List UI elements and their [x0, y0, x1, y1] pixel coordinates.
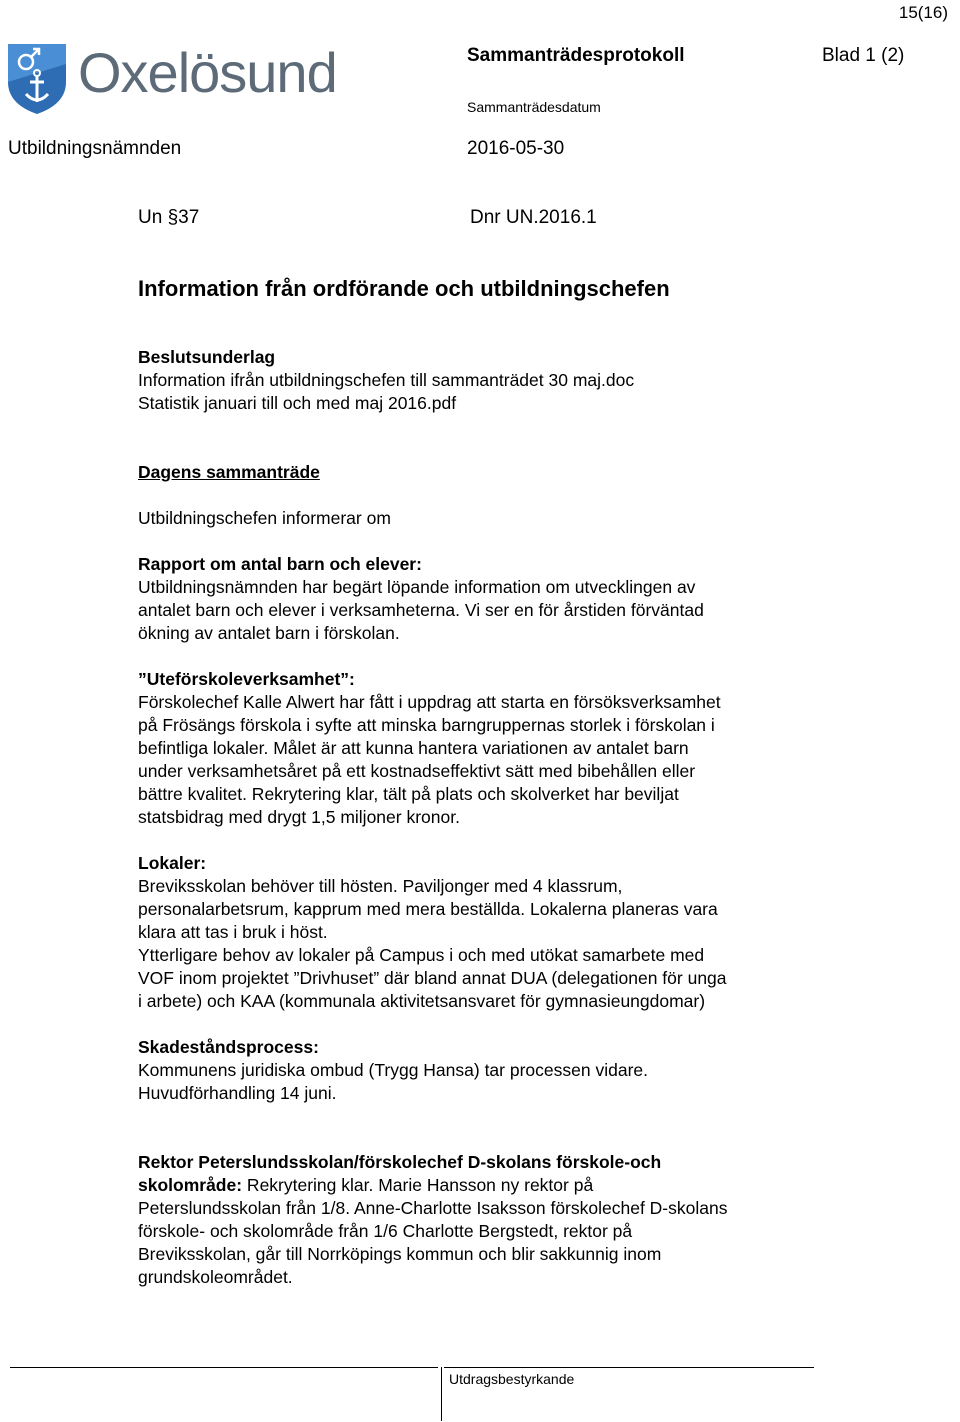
principal-line: Peterslundsskolan från 1/8. Anne-Charlotte Isaksson förskolechef D-skolans	[138, 1198, 728, 1218]
basis-line: Information ifrån utbildningschefen till sammanträdet 30 maj.doc	[138, 370, 635, 390]
outdoor-heading: ”Uteförskoleverksamhet”:	[138, 669, 355, 689]
footer-divider	[444, 1367, 814, 1368]
principal-heading: Rektor Peterslundsskolan/förskolechef D-skolans förskole-och	[138, 1152, 662, 1172]
damages-line: Huvudförhandling 14 juni.	[138, 1083, 337, 1103]
basis-line: Statistik januari till och med maj 2016.pdf	[138, 393, 457, 413]
case-number: Un §37	[138, 207, 200, 228]
report-heading: Rapport om antal barn och elever:	[138, 554, 422, 574]
main-content	[138, 346, 828, 1289]
committee-name: Utbildningsnämnden	[8, 138, 182, 159]
report-line: Utbildningsnämnden har begärt löpande information om utvecklingen av	[138, 577, 696, 597]
sheet-number: Blad 1 (2)	[822, 45, 905, 66]
footer-divider	[10, 1367, 438, 1368]
premises-heading: Lokaler:	[138, 853, 207, 873]
damages-line: Kommunens juridiska ombud (Trygg Hansa) tar processen vidare.	[138, 1060, 648, 1080]
registration-number: Dnr UN.2016.1	[470, 207, 597, 228]
report-line: antalet barn och elever i verksamheterna. Vi ser en för årstiden förväntad	[138, 600, 704, 620]
footer-divider	[441, 1367, 442, 1421]
meeting-date-label: Sammanträdesdatum	[467, 99, 601, 115]
premises-line: VOF inom projektet ”Drivhuset” där bland annat DUA (delegationen för unga	[138, 968, 727, 988]
principal-line	[138, 1174, 828, 1197]
damages-heading: Skadeståndsprocess:	[138, 1037, 319, 1057]
premises-line: Ytterligare behov av lokaler på Campus i och med utökat samarbete med	[138, 945, 705, 965]
outdoor-line: befintliga lokaler. Målet är att kunna hantera variationen av antalet barn	[138, 738, 689, 758]
outdoor-line: under verksamhetsåret på ett kostnadseffektivt sätt med bibehållen eller	[138, 761, 696, 781]
premises-line: personalarbetsrum, kapprum med mera beställda. Lokalerna planeras vara	[138, 899, 718, 919]
principal-text: Rekrytering klar. Marie Hansson ny rektor på	[242, 1175, 594, 1195]
coat-of-arms-icon	[6, 42, 68, 116]
meeting-date: 2016-05-30	[467, 138, 565, 159]
outdoor-line: på Frösängs förskola i syfte att minska barngruppernas storlek i förskolan i	[138, 715, 715, 735]
outdoor-line: statsbidrag med drygt 1,5 miljoner kronor.	[138, 807, 460, 827]
principal-line: Breviksskolan, går till Norrköpings kommun och blir sakkunnig inom	[138, 1244, 662, 1264]
premises-line: i arbete) och KAA (kommunala aktivitetsansvaret för gymnasieungdomar)	[138, 991, 706, 1011]
meeting-intro: Utbildningschefen informerar om	[138, 508, 391, 528]
certification-label: Utdragsbestyrkande	[449, 1371, 575, 1387]
logo-wordmark: Oxelösund	[78, 41, 337, 104]
basis-heading: Beslutsunderlag	[138, 347, 276, 367]
principal-line: förskole- och skolområde från 1/6 Charlotte Bergstedt, rektor på	[138, 1221, 633, 1241]
premises-line: Breviksskolan behöver till hösten. Paviljonger med 4 klassrum,	[138, 876, 623, 896]
page-counter: 15(16)	[898, 3, 948, 22]
page-title: Information från ordförande och utbildningschefen	[138, 276, 670, 301]
meeting-heading: Dagens sammanträde	[138, 462, 320, 482]
premises-line: klara att tas i bruk i höst.	[138, 922, 328, 942]
outdoor-line: Förskolechef Kalle Alwert har fått i uppdrag att starta en försöksverksamhet	[138, 692, 721, 712]
municipality-logo	[6, 41, 337, 116]
document-type: Sammanträdesprotokoll	[467, 45, 685, 66]
outdoor-line: bättre kvalitet. Rekrytering klar, tält på plats och skolverket har beviljat	[138, 784, 679, 804]
principal-line: grundskoleområdet.	[138, 1267, 293, 1287]
principal-heading-cont: skolområde:	[138, 1175, 243, 1195]
report-line: ökning av antalet barn i förskolan.	[138, 623, 400, 643]
